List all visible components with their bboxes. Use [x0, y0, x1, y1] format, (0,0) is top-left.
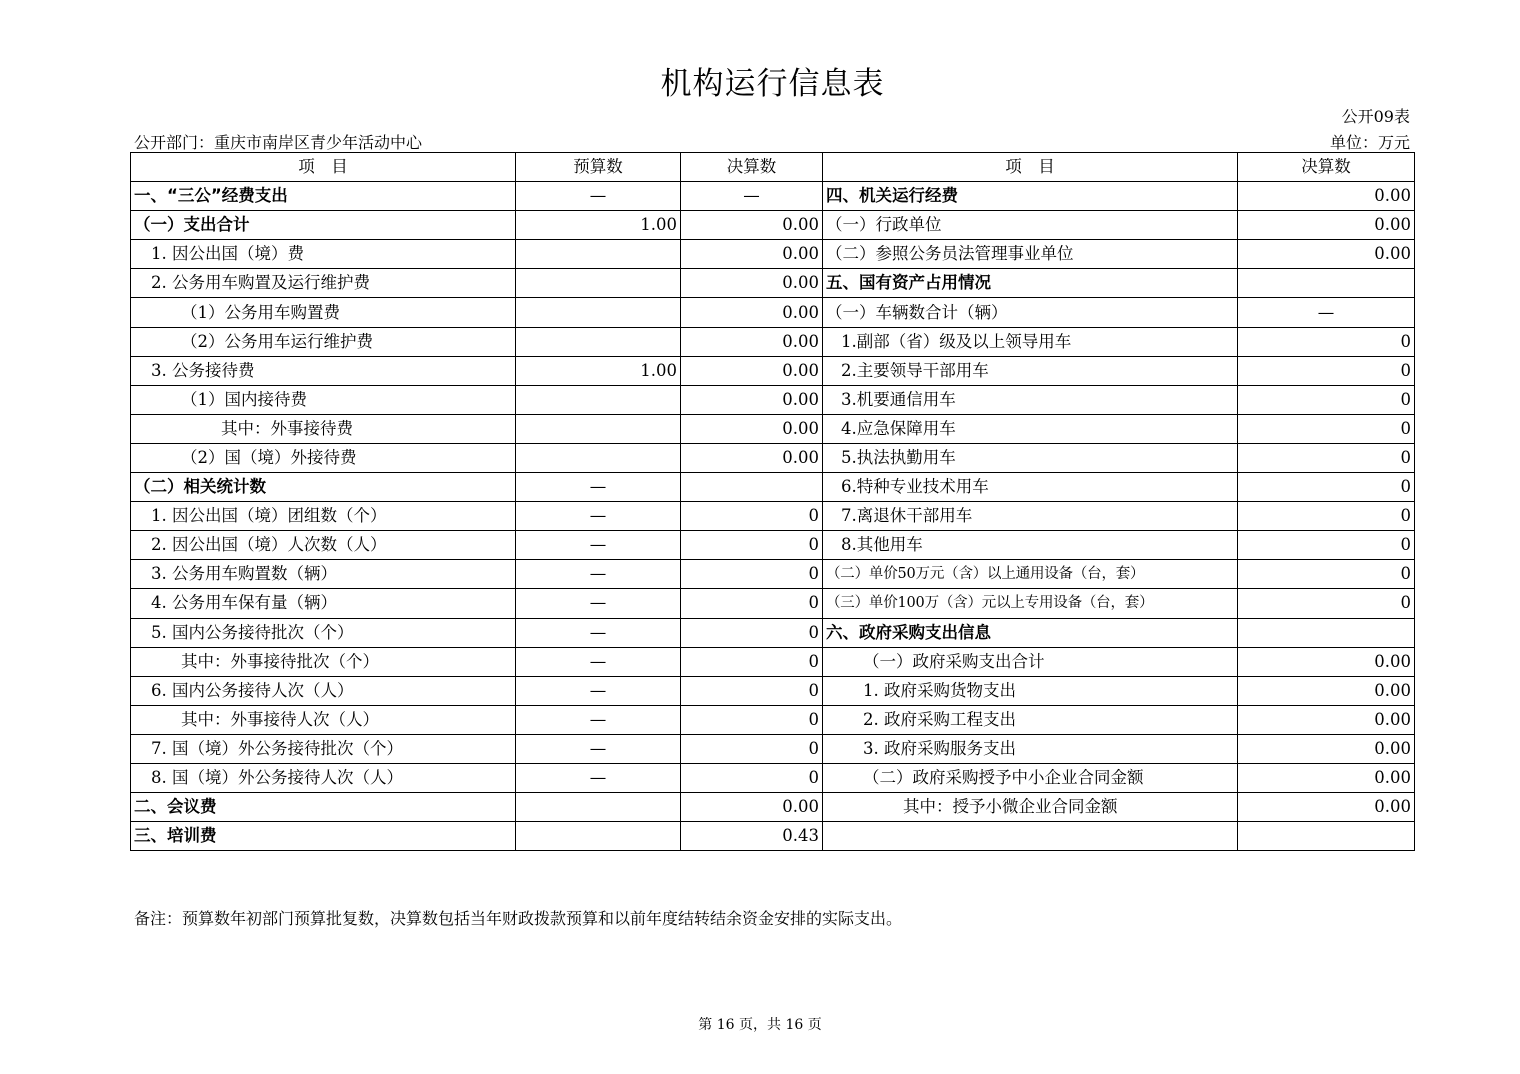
row-item-left: （二）相关统计数	[131, 473, 516, 502]
table-row	[131, 647, 1415, 676]
row-item-left: 其中：外事接待费	[131, 414, 516, 443]
row-actual-right: 0	[1238, 414, 1415, 443]
table-row	[131, 473, 1415, 502]
row-item-left: 其中：外事接待批次（个）	[131, 647, 516, 676]
row-actual-left: 0	[681, 560, 823, 589]
row-actual-right: 0	[1238, 443, 1415, 472]
table-row	[131, 763, 1415, 792]
row-budget: —	[516, 531, 681, 560]
row-item-right: 1.副部（省）级及以上领导用车	[823, 327, 1238, 356]
row-actual-left: 0	[681, 763, 823, 792]
row-item-left: 8. 国（境）外公务接待人次（人）	[131, 763, 516, 792]
row-actual-left	[681, 473, 823, 502]
row-item-right: 6.特种专业技术用车	[823, 473, 1238, 502]
row-item-left: 3. 公务接待费	[131, 356, 516, 385]
row-item-left: 2. 公务用车购置及运行维护费	[131, 269, 516, 298]
department-label: 公开部门：重庆市南岸区青少年活动中心	[134, 133, 423, 152]
row-item-right	[823, 822, 1238, 851]
header-budget: 预算数	[516, 153, 681, 182]
row-item-left: 1. 因公出国（境）费	[131, 240, 516, 269]
unit-label: 单位：万元	[1329, 133, 1410, 152]
row-actual-right	[1238, 269, 1415, 298]
row-item-right: （一）政府采购支出合计	[823, 647, 1238, 676]
row-actual-left: 0.00	[681, 240, 823, 269]
row-actual-right: 0.00	[1238, 211, 1415, 240]
row-budget: 1.00	[516, 211, 681, 240]
table-row	[131, 211, 1415, 240]
row-item-right: 六、政府采购支出信息	[823, 618, 1238, 647]
row-actual-right: 0	[1238, 356, 1415, 385]
row-actual-left: 0.00	[681, 356, 823, 385]
row-item-right: （二）单价50万元（含）以上通用设备（台，套）	[823, 560, 1238, 589]
row-item-left: 5. 国内公务接待批次（个）	[131, 618, 516, 647]
row-budget: —	[516, 676, 681, 705]
table-row	[131, 327, 1415, 356]
row-budget: 1.00	[516, 356, 681, 385]
table-row	[131, 734, 1415, 763]
row-actual-right: 0.00	[1238, 676, 1415, 705]
row-budget	[516, 298, 681, 327]
row-actual-left: 0	[681, 589, 823, 618]
row-actual-right: 0	[1238, 327, 1415, 356]
table-row	[131, 385, 1415, 414]
row-budget: —	[516, 647, 681, 676]
info-table	[130, 152, 1415, 851]
header-actual-left: 决算数	[681, 153, 823, 182]
footnote: 备注：预算数年初部门预算批复数，决算数包括当年财政拨款预算和以前年度结转结余资金安排的实际支出。	[134, 909, 903, 928]
row-budget	[516, 385, 681, 414]
table-row	[131, 531, 1415, 560]
row-actual-left: 0.00	[681, 385, 823, 414]
row-actual-left: 0	[681, 618, 823, 647]
row-item-left: （1）国内接待费	[131, 385, 516, 414]
row-item-right: 3.机要通信用车	[823, 385, 1238, 414]
row-actual-right: 0.00	[1238, 647, 1415, 676]
row-actual-left: 0.00	[681, 443, 823, 472]
row-actual-right	[1238, 822, 1415, 851]
header-item-left: 项 目	[131, 153, 516, 182]
row-budget: —	[516, 560, 681, 589]
row-item-right: 1. 政府采购货物支出	[823, 676, 1238, 705]
row-item-left: 二、会议费	[131, 793, 516, 822]
row-actual-right: 0	[1238, 560, 1415, 589]
row-actual-right: 0.00	[1238, 793, 1415, 822]
row-budget	[516, 269, 681, 298]
row-item-right: 7.离退休干部用车	[823, 502, 1238, 531]
table-header-row	[131, 153, 1415, 182]
row-actual-left: 0.00	[681, 269, 823, 298]
row-item-left: 2. 因公出国（境）人次数（人）	[131, 531, 516, 560]
row-actual-right: 0	[1238, 531, 1415, 560]
header-actual-right: 决算数	[1238, 153, 1415, 182]
row-budget	[516, 443, 681, 472]
row-budget: —	[516, 763, 681, 792]
table-row	[131, 502, 1415, 531]
page-title: 机构运行信息表	[660, 66, 885, 102]
row-item-right: 2. 政府采购工程支出	[823, 705, 1238, 734]
row-budget: —	[516, 734, 681, 763]
row-actual-right	[1238, 618, 1415, 647]
row-item-left: （一）支出合计	[131, 211, 516, 240]
row-actual-right: 0.00	[1238, 705, 1415, 734]
row-item-right: 8.其他用车	[823, 531, 1238, 560]
row-actual-left: 0.00	[681, 211, 823, 240]
table-row	[131, 443, 1415, 472]
row-actual-left: 0.00	[681, 298, 823, 327]
row-budget: —	[516, 618, 681, 647]
row-item-left: （2）国（境）外接待费	[131, 443, 516, 472]
table-row	[131, 414, 1415, 443]
row-item-right: 五、国有资产占用情况	[823, 269, 1238, 298]
row-budget: —	[516, 182, 681, 211]
row-item-right: 2.主要领导干部用车	[823, 356, 1238, 385]
row-actual-left: —	[681, 182, 823, 211]
row-budget	[516, 793, 681, 822]
row-item-left: 其中：外事接待人次（人）	[131, 705, 516, 734]
row-item-left: 3. 公务用车购置数（辆）	[131, 560, 516, 589]
row-item-left: 1. 因公出国（境）团组数（个）	[131, 502, 516, 531]
row-actual-right: 0.00	[1238, 240, 1415, 269]
row-item-left: 一、“三公”经费支出	[131, 182, 516, 211]
table-row	[131, 589, 1415, 618]
row-actual-right: —	[1238, 298, 1415, 327]
row-budget: —	[516, 473, 681, 502]
row-actual-left: 0.43	[681, 822, 823, 851]
header-item-right: 项 目	[823, 153, 1238, 182]
row-item-right: （二）政府采购授予中小企业合同金额	[823, 763, 1238, 792]
row-budget: —	[516, 502, 681, 531]
row-actual-left: 0.00	[681, 414, 823, 443]
row-item-left: （2）公务用车运行维护费	[131, 327, 516, 356]
row-actual-left: 0	[681, 647, 823, 676]
table-body	[131, 182, 1415, 851]
row-item-left: （1）公务用车购置费	[131, 298, 516, 327]
row-item-left: 6. 国内公务接待人次（人）	[131, 676, 516, 705]
table-row	[131, 793, 1415, 822]
row-actual-left: 0.00	[681, 327, 823, 356]
row-item-right: （三）单价100万（含）元以上专用设备（台，套）	[823, 589, 1238, 618]
row-actual-left: 0	[681, 705, 823, 734]
row-actual-right: 0.00	[1238, 182, 1415, 211]
table-row	[131, 560, 1415, 589]
table-row	[131, 822, 1415, 851]
row-actual-right: 0.00	[1238, 734, 1415, 763]
table-row	[131, 705, 1415, 734]
row-actual-left: 0	[681, 531, 823, 560]
row-budget: —	[516, 589, 681, 618]
row-item-right: 4.应急保障用车	[823, 414, 1238, 443]
table-row	[131, 240, 1415, 269]
row-actual-right: 0	[1238, 385, 1415, 414]
table-row	[131, 618, 1415, 647]
table-row	[131, 182, 1415, 211]
row-item-right: （二）参照公务员法管理事业单位	[823, 240, 1238, 269]
row-budget	[516, 414, 681, 443]
row-item-right: 5.执法执勤用车	[823, 443, 1238, 472]
page-number: 第 16 页，共 16 页	[698, 1017, 822, 1033]
table-row	[131, 676, 1415, 705]
row-actual-left: 0.00	[681, 793, 823, 822]
row-item-right: （一）行政单位	[823, 211, 1238, 240]
row-item-left: 4. 公务用车保有量（辆）	[131, 589, 516, 618]
row-item-right: 其中：授予小微企业合同金额	[823, 793, 1238, 822]
row-actual-left: 0	[681, 676, 823, 705]
row-item-left: 7. 国（境）外公务接待批次（个）	[131, 734, 516, 763]
row-budget	[516, 327, 681, 356]
row-actual-right: 0	[1238, 502, 1415, 531]
table-row	[131, 298, 1415, 327]
row-item-right: 3. 政府采购服务支出	[823, 734, 1238, 763]
row-item-right: 四、机关运行经费	[823, 182, 1238, 211]
row-item-right: （一）车辆数合计（辆）	[823, 298, 1238, 327]
row-budget: —	[516, 705, 681, 734]
row-actual-right: 0	[1238, 473, 1415, 502]
table-row	[131, 269, 1415, 298]
row-actual-right: 0.00	[1238, 763, 1415, 792]
row-budget	[516, 240, 681, 269]
row-actual-right: 0	[1238, 589, 1415, 618]
form-number: 公开09表	[1341, 107, 1410, 126]
row-actual-left: 0	[681, 502, 823, 531]
row-actual-left: 0	[681, 734, 823, 763]
row-item-left: 三、培训费	[131, 822, 516, 851]
row-budget	[516, 822, 681, 851]
table-row	[131, 356, 1415, 385]
